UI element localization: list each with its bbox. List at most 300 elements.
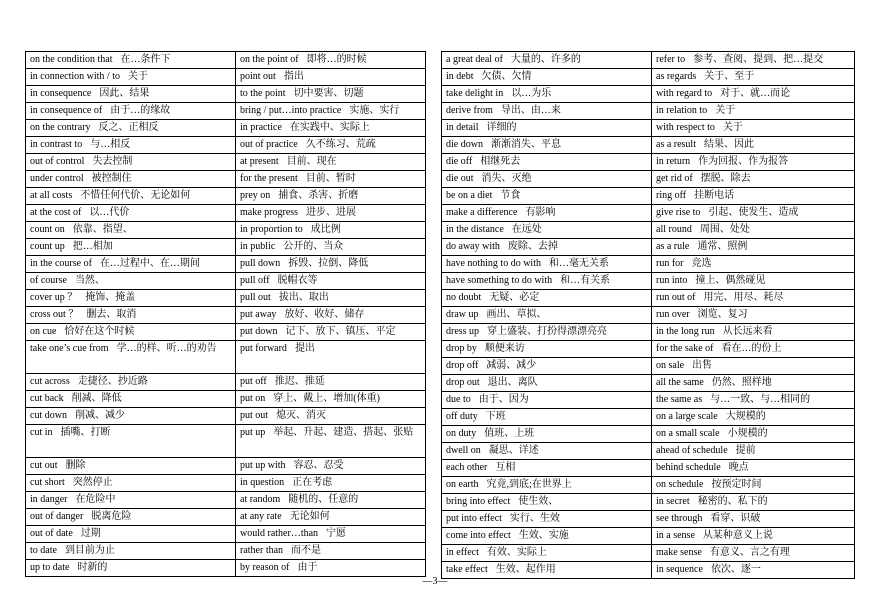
- phrase-english: put off: [240, 376, 267, 387]
- table-row: [442, 52, 855, 69]
- phrase-cell: [236, 374, 426, 391]
- phrase-chinese: 脱帽衣等: [277, 275, 318, 286]
- phrase-chinese: 实施、实行: [349, 105, 400, 116]
- phrase-chinese: 与…一致、与…相同的: [710, 394, 811, 405]
- phrase-chinese: 晚点: [728, 462, 749, 473]
- phrase-chinese: 切中要害、切题: [293, 88, 364, 99]
- phrase-english: cut short: [30, 477, 65, 488]
- phrase-chinese: 使生效、: [518, 496, 559, 507]
- phrase-cell: [652, 103, 855, 120]
- phrase-english: take one’s cue from: [30, 343, 109, 354]
- phrase-chinese: 消失、灭绝: [481, 173, 532, 184]
- phrase-cell: [26, 307, 236, 324]
- phrase-chinese: 看穿、识破: [710, 513, 761, 524]
- phrase-english: with regard to: [656, 88, 713, 99]
- phrase-cell: [652, 392, 855, 409]
- phrase-chinese: 参考、查阅、提到、把…提交: [693, 54, 824, 65]
- phrase-cell: [442, 426, 652, 443]
- phrase-chinese: 由于、因为: [478, 394, 529, 405]
- phrase-chinese: 渐渐消失、平息: [490, 139, 561, 150]
- phrase-cell: [652, 545, 855, 562]
- phrase-english: all the same: [656, 377, 704, 388]
- phrase-cell: [236, 205, 426, 222]
- phrase-chinese: 在…过程中、在…期间: [99, 258, 200, 269]
- phrase-chinese: 到目前为止: [64, 545, 115, 556]
- phrase-cell: [442, 52, 652, 69]
- phrase-english: on duty: [446, 428, 477, 439]
- phrase-chinese: 值班、上班: [484, 428, 535, 439]
- phrase-english: on the contrary: [30, 122, 91, 133]
- phrase-cell: [442, 86, 652, 103]
- phrase-english: the same as: [656, 394, 703, 405]
- phrase-english: pull off: [240, 275, 270, 286]
- phrase-english: be on a diet: [446, 190, 493, 201]
- phrase-chinese: 依靠、指望、: [72, 224, 133, 235]
- phrase-english: in contrast to: [30, 139, 83, 150]
- phrase-chinese: 关于: [715, 105, 736, 116]
- table-row: [442, 171, 855, 188]
- table-row: [442, 528, 855, 545]
- phrase-cell: [26, 324, 236, 341]
- phrase-english: drop off: [446, 360, 479, 371]
- phrase-english: cut back: [30, 393, 64, 404]
- phrase-cell: [26, 341, 236, 374]
- phrase-english: each other: [446, 462, 488, 473]
- phrase-chinese: 宁愿: [326, 528, 347, 539]
- phrase-english: cut out: [30, 460, 58, 471]
- phrase-chinese: 公开的、当众: [283, 241, 344, 252]
- phrase-cell: [236, 171, 426, 188]
- phrase-english: run for: [656, 258, 684, 269]
- phrase-english: do away with: [446, 241, 500, 252]
- phrase-chinese: 凝思、详述: [488, 445, 539, 456]
- phrase-chinese: 随机的、任意的: [288, 494, 359, 505]
- table-row: [442, 511, 855, 528]
- phrase-cell: [236, 307, 426, 324]
- phrase-cell: [442, 409, 652, 426]
- phrase-cell: [236, 543, 426, 560]
- phrase-english: in consequence: [30, 88, 92, 99]
- phrase-chinese: 浏览、复习: [697, 309, 748, 320]
- phrase-english: in a sense: [656, 530, 695, 541]
- phrase-english: in the course of: [30, 258, 92, 269]
- phrase-cell: [26, 560, 236, 577]
- table-row: [26, 475, 426, 492]
- phrase-english: prey on: [240, 190, 271, 201]
- phrase-cell: [26, 137, 236, 154]
- phrase-chinese: 大规模的: [725, 411, 766, 422]
- phrase-cell: [442, 137, 652, 154]
- phrase-cell: [652, 256, 855, 273]
- phrase-cell: [442, 256, 652, 273]
- phrase-cell: [26, 188, 236, 205]
- phrase-english: count on: [30, 224, 65, 235]
- phrase-english: would rather…than: [240, 528, 319, 539]
- phrase-english: in the distance: [446, 224, 504, 235]
- phrase-chinese: 指出: [283, 71, 304, 82]
- phrase-cell: [442, 545, 652, 562]
- phrase-english: cut down: [30, 410, 67, 421]
- phrase-english: get rid of: [656, 173, 693, 184]
- phrase-cell: [26, 526, 236, 543]
- phrase-english: in public: [240, 241, 276, 252]
- table-row: [442, 477, 855, 494]
- phrase-cell: [26, 509, 236, 526]
- phrase-cell: [652, 137, 855, 154]
- phrase-cell: [26, 543, 236, 560]
- phrase-chinese: 即将…的时候: [306, 54, 367, 65]
- phrase-cell: [26, 239, 236, 256]
- table-row: [442, 545, 855, 562]
- phrase-cell: [652, 477, 855, 494]
- table-row: [26, 171, 426, 188]
- table-row: [442, 307, 855, 324]
- phrase-chinese: 从某种意义上说: [702, 530, 773, 541]
- phrase-chinese: 成比例: [310, 224, 341, 235]
- phrase-english: put up: [240, 427, 266, 438]
- phrase-cell: [236, 239, 426, 256]
- table-row: [26, 391, 426, 408]
- phrase-cell: [652, 52, 855, 69]
- phrase-english: in proportion to: [240, 224, 303, 235]
- phrase-cell: [442, 239, 652, 256]
- phrase-cell: [236, 137, 426, 154]
- phrase-english: ahead of schedule: [656, 445, 728, 456]
- phrase-chinese: 依次、逐一: [710, 564, 761, 575]
- phrase-english: behind schedule: [656, 462, 721, 473]
- phrase-chinese: 被控制住: [91, 173, 132, 184]
- phrase-chinese: 用完、用尽、耗尽: [703, 292, 784, 303]
- phrase-cell: [236, 560, 426, 577]
- phrase-cell: [26, 103, 236, 120]
- table-row: [442, 409, 855, 426]
- phrase-chinese: 突然停止: [72, 477, 113, 488]
- phrase-cell: [236, 256, 426, 273]
- phrase-english: bring / put…into practice: [240, 105, 342, 116]
- phrase-english: out of practice: [240, 139, 298, 150]
- phrase-english: in consequence of: [30, 105, 103, 116]
- phrase-chinese: 挂断电话: [694, 190, 735, 201]
- phrase-chinese: 导出、由…来: [500, 105, 561, 116]
- phrase-english: draw up: [446, 309, 479, 320]
- phrase-chinese: 作为回报、作为报答: [698, 156, 789, 167]
- table-row: [442, 222, 855, 239]
- phrase-english: to date: [30, 545, 57, 556]
- phrase-chinese: 秘密的、私下的: [697, 496, 768, 507]
- phrase-english: out of date: [30, 528, 73, 539]
- phrase-cell: [652, 460, 855, 477]
- phrase-cell: [652, 375, 855, 392]
- phrase-english: bring into effect: [446, 496, 511, 507]
- phrase-english: in relation to: [656, 105, 708, 116]
- phrase-cell: [652, 494, 855, 511]
- phrase-english: on the condition that: [30, 54, 113, 65]
- phrase-chinese: 和…有关系: [560, 275, 611, 286]
- phrase-english: cut across: [30, 376, 70, 387]
- phrase-chinese: 脱离危险: [91, 511, 132, 522]
- phrase-english: come into effect: [446, 530, 511, 541]
- phrase-chinese: 实行、生效: [509, 513, 560, 524]
- phrase-chinese: 仍然、照样地: [711, 377, 772, 388]
- phrase-chinese: 下班: [485, 411, 506, 422]
- phrase-chinese: 按预定时间: [711, 479, 762, 490]
- phrase-chinese: 竞选: [691, 258, 712, 269]
- phrase-chinese: 熄灭、消灭: [276, 410, 327, 421]
- table-row: [442, 239, 855, 256]
- table-row: [442, 120, 855, 137]
- phrase-cell: [26, 86, 236, 103]
- phrase-chinese: 在…条件下: [120, 54, 171, 65]
- table-row: [442, 460, 855, 477]
- phrase-chinese: 走捷径、抄近路: [77, 376, 148, 387]
- phrase-english: as a result: [656, 139, 696, 150]
- table-row: [442, 86, 855, 103]
- phrase-chinese: 互相: [495, 462, 516, 473]
- phrase-cell: [236, 290, 426, 307]
- page-number: —3—: [422, 576, 448, 587]
- phrase-chinese: 详细的: [486, 122, 517, 133]
- phrase-cell: [236, 526, 426, 543]
- phrase-english: in detail: [446, 122, 479, 133]
- phrase-english: see through: [656, 513, 703, 524]
- phrase-cell: [442, 222, 652, 239]
- phrase-chinese: 恰好在这个时候: [64, 326, 135, 337]
- phrase-english: have nothing to do with: [446, 258, 541, 269]
- phrase-cell: [236, 425, 426, 458]
- table-row: [26, 205, 426, 222]
- phrase-english: make a difference: [446, 207, 518, 218]
- phrase-cell: [442, 307, 652, 324]
- phrase-english: dwell on: [446, 445, 481, 456]
- phrase-english: on a small scale: [656, 428, 720, 439]
- phrase-chinese: 看在…的份上: [721, 343, 782, 354]
- phrase-english: run over: [656, 309, 690, 320]
- phrase-cell: [442, 171, 652, 188]
- phrase-english: under control: [30, 173, 84, 184]
- phrase-cell: [236, 341, 426, 374]
- phrase-chinese: 正在考虑: [292, 477, 333, 488]
- phrase-english: on cue: [30, 326, 57, 337]
- phrase-english: at present: [240, 156, 279, 167]
- phrase-english: put forward: [240, 343, 287, 354]
- phrase-english: at the cost of: [30, 207, 82, 218]
- phrase-chinese: 有影响: [525, 207, 556, 218]
- phrase-cell: [652, 154, 855, 171]
- phrase-cell: [442, 477, 652, 494]
- table-row: [26, 307, 426, 324]
- phrase-english: out of danger: [30, 511, 84, 522]
- table-row: [442, 375, 855, 392]
- phrase-cell: [442, 443, 652, 460]
- phrase-chinese: 以…代价: [89, 207, 130, 218]
- phrase-chinese: 目前、暂时: [305, 173, 356, 184]
- phrase-english: in sequence: [656, 564, 703, 575]
- phrase-cell: [26, 69, 236, 86]
- phrase-chinese: 有效、实际上: [486, 547, 547, 558]
- phrase-english: pull out: [240, 292, 271, 303]
- phrase-cell: [26, 492, 236, 509]
- phrase-english: in return: [656, 156, 691, 167]
- table-row: [442, 188, 855, 205]
- table-row: [26, 526, 426, 543]
- phrase-cell: [442, 120, 652, 137]
- phrase-english: on a large scale: [656, 411, 718, 422]
- phrase-chinese: 删去、取消: [86, 309, 137, 320]
- phrase-cell: [652, 171, 855, 188]
- phrase-english: take delight in: [446, 88, 504, 99]
- phrase-cell: [652, 358, 855, 375]
- phrase-english: for the sake of: [656, 343, 714, 354]
- table-row: [26, 137, 426, 154]
- phrase-english: off duty: [446, 411, 478, 422]
- phrase-english: cut in: [30, 427, 53, 438]
- phrase-cell: [236, 86, 426, 103]
- phrase-english: die down: [446, 139, 483, 150]
- phrase-chinese: 小规模的: [727, 428, 768, 439]
- phrase-cell: [652, 307, 855, 324]
- phrase-chinese: 究竟,到底;在世界上: [486, 479, 572, 490]
- phrase-chinese: 关于: [722, 122, 743, 133]
- phrase-english: dress up: [446, 326, 480, 337]
- phrase-cell: [442, 273, 652, 290]
- phrase-cell: [236, 222, 426, 239]
- phrase-chinese: 大量的、许多的: [510, 54, 581, 65]
- phrase-cell: [26, 256, 236, 273]
- phrase-english: as a rule: [656, 241, 690, 252]
- phrase-chinese: 引起、使发生、造成: [708, 207, 799, 218]
- phrase-chinese: 与…相反: [90, 139, 131, 150]
- phrase-chinese: 而不是: [291, 545, 322, 556]
- phrase-cell: [652, 528, 855, 545]
- table-row: [26, 374, 426, 391]
- phrase-chinese: 有意义、言之有理: [709, 547, 790, 558]
- phrase-chinese: 插嘴、打断: [60, 427, 111, 438]
- phrase-cell: [652, 341, 855, 358]
- phrase-english: up to date: [30, 562, 70, 573]
- phrase-chinese: 撞上、偶然碰见: [695, 275, 766, 286]
- table-row: [442, 494, 855, 511]
- phrase-chinese: 反之、正相反: [98, 122, 159, 133]
- phrase-chinese: 捕食、杀害、折磨: [278, 190, 359, 201]
- phrase-english: drop by: [446, 343, 477, 354]
- table-row: [26, 458, 426, 475]
- phrase-chinese: 和…毫无关系: [549, 258, 609, 269]
- table-row: [26, 222, 426, 239]
- phrase-english: in question: [240, 477, 285, 488]
- phrase-chinese: 在远处: [511, 224, 542, 235]
- phrase-chinese: 穿上、戴上、增加(体重): [273, 393, 380, 404]
- phrase-english: on earth: [446, 479, 479, 490]
- phrase-english: in the long run: [656, 326, 715, 337]
- phrase-english: count up: [30, 241, 65, 252]
- phrase-chinese: 废除、去掉: [507, 241, 558, 252]
- phrase-english: take effect: [446, 564, 488, 575]
- phrase-cell: [236, 324, 426, 341]
- phrase-cell: [652, 290, 855, 307]
- phrase-english: have something to do with: [446, 275, 553, 286]
- phrase-english: with respect to: [656, 122, 715, 133]
- phrase-chinese: 删除: [65, 460, 86, 471]
- phrase-chinese: 关于: [128, 71, 148, 82]
- phrase-english: out of control: [30, 156, 85, 167]
- phrase-cell: [26, 171, 236, 188]
- phrase-cell: [442, 324, 652, 341]
- phrase-english: cross out ？: [30, 309, 79, 320]
- phrase-cell: [652, 120, 855, 137]
- phrase-chinese: 出售: [692, 360, 713, 371]
- phrase-cell: [236, 120, 426, 137]
- phrase-english: of course: [30, 275, 67, 286]
- table-row: [26, 188, 426, 205]
- phrase-english: ring off: [656, 190, 687, 201]
- phrase-cell: [26, 205, 236, 222]
- phrase-cell: [26, 120, 236, 137]
- phrase-chinese: 容忍、忍受: [293, 460, 344, 471]
- phrase-english: for the present: [240, 173, 298, 184]
- table-row: [442, 205, 855, 222]
- table-row: [442, 358, 855, 375]
- phrase-chinese: 久不练习、荒疏: [305, 139, 376, 150]
- phrase-cell: [26, 273, 236, 290]
- phrase-cell: [652, 239, 855, 256]
- table-row: [26, 86, 426, 103]
- phrase-english: cover up ？: [30, 292, 78, 303]
- table-row: [26, 290, 426, 307]
- phrase-cell: [26, 408, 236, 425]
- phrase-cell: [442, 341, 652, 358]
- phrase-chinese: 摆脱、除去: [700, 173, 751, 184]
- phrase-chinese: 学…的样、听…的劝告: [116, 343, 217, 354]
- phrase-english: at any rate: [240, 511, 282, 522]
- phrase-cell: [236, 408, 426, 425]
- phrase-cell: [442, 511, 652, 528]
- table-row: [442, 273, 855, 290]
- phrase-english: as regards: [656, 71, 697, 82]
- phrase-cell: [652, 188, 855, 205]
- phrase-cell: [442, 205, 652, 222]
- phrase-cell: [236, 69, 426, 86]
- table-row: [26, 408, 426, 425]
- phrase-table-left: [25, 51, 426, 577]
- phrase-chinese: 对于、就…而论: [720, 88, 791, 99]
- phrase-english: give rise to: [656, 207, 701, 218]
- table-row: [442, 103, 855, 120]
- phrase-english: make progress: [240, 207, 299, 218]
- phrase-cell: [236, 458, 426, 475]
- phrase-chinese: 削减、降低: [71, 393, 122, 404]
- table-row: [26, 103, 426, 120]
- phrase-cell: [26, 425, 236, 458]
- phrase-cell: [442, 154, 652, 171]
- table-row: [442, 426, 855, 443]
- phrase-cell: [442, 358, 652, 375]
- phrase-english: at random: [240, 494, 281, 505]
- phrase-cell: [26, 52, 236, 69]
- phrase-cell: [236, 509, 426, 526]
- phrase-cell: [652, 409, 855, 426]
- phrase-cell: [236, 492, 426, 509]
- phrase-chinese: 关于、至于: [704, 71, 755, 82]
- phrase-chinese: 周围、处处: [699, 224, 750, 235]
- phrase-english: make sense: [656, 547, 702, 558]
- phrase-chinese: 生效、起作用: [495, 564, 556, 575]
- phrase-english: on schedule: [656, 479, 704, 490]
- phrase-cell: [652, 324, 855, 341]
- phrase-cell: [26, 154, 236, 171]
- phrase-table-right: [441, 51, 855, 579]
- phrase-cell: [652, 222, 855, 239]
- phrase-chinese: 进步、进展: [306, 207, 357, 218]
